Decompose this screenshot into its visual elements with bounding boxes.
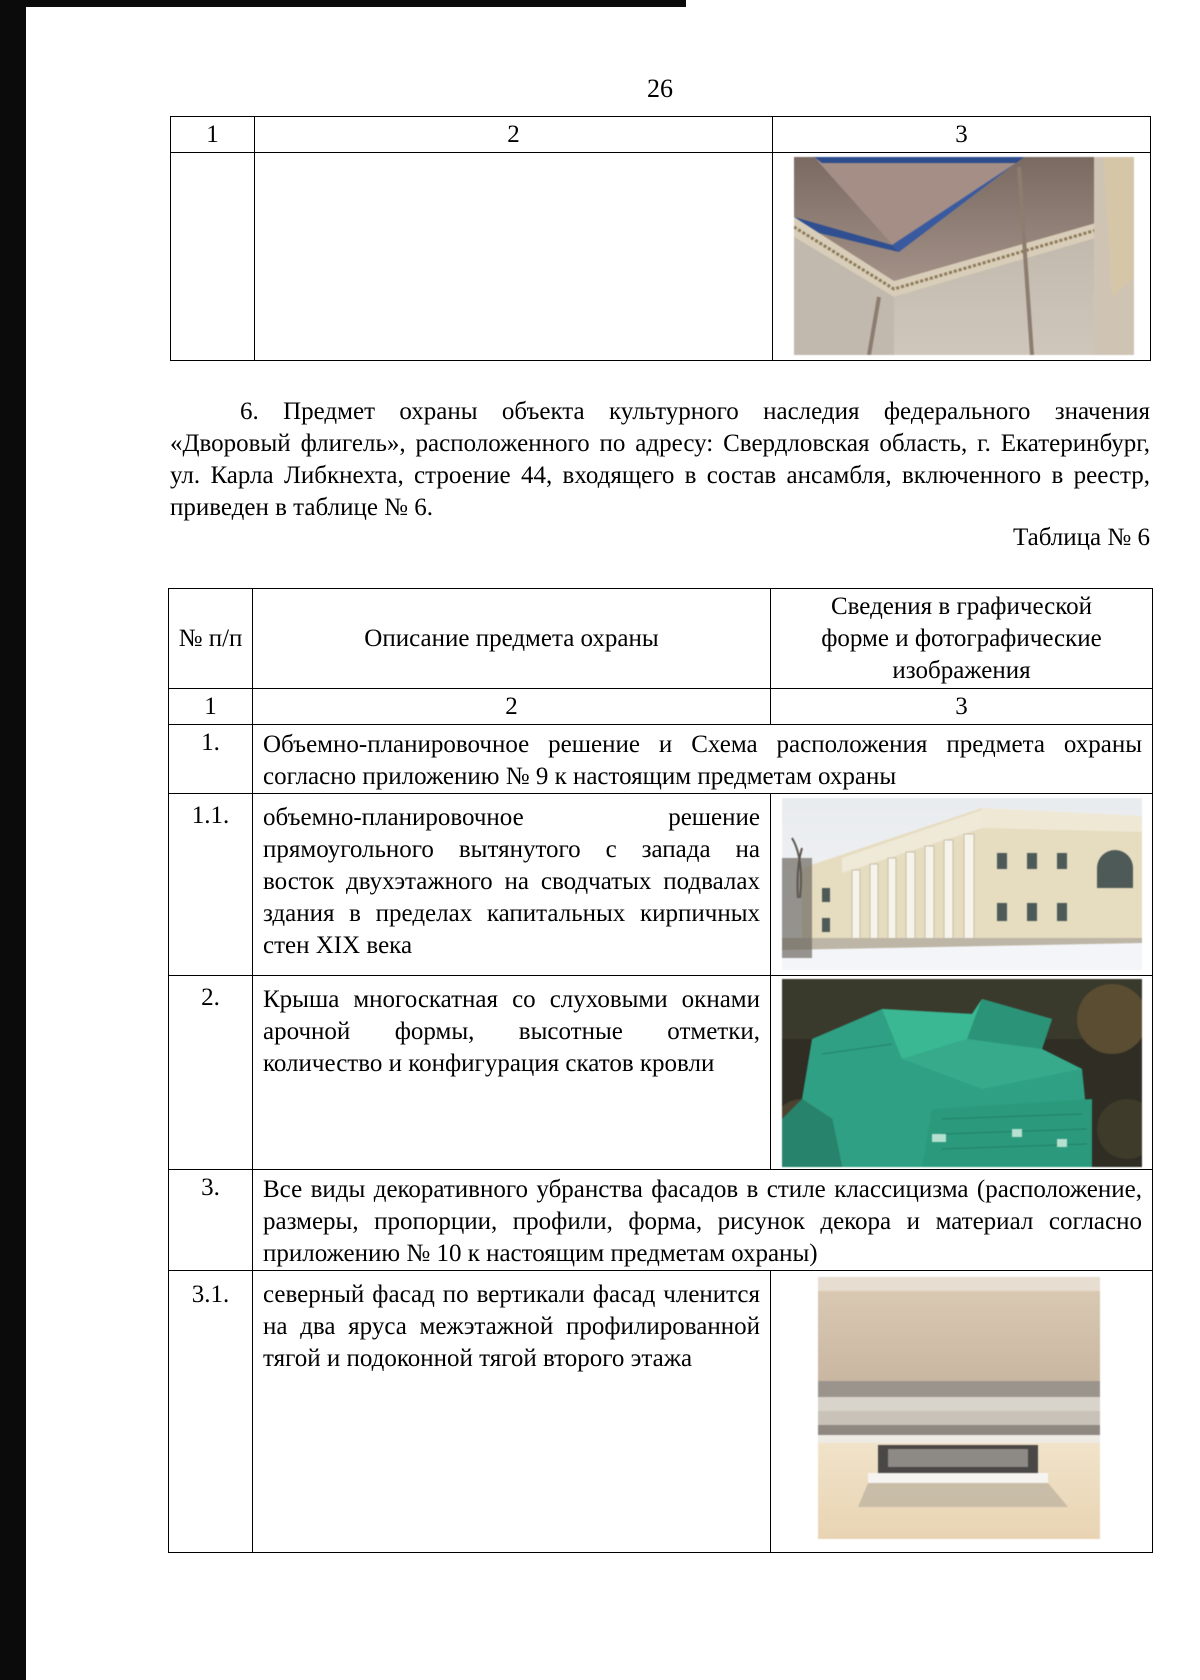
column-number-3: 3 bbox=[771, 689, 1153, 725]
building-photo-cell bbox=[771, 794, 1153, 976]
row-number: 3. bbox=[169, 1170, 253, 1271]
table-row bbox=[169, 725, 1153, 794]
table-label: Таблица № 6 bbox=[1012, 524, 1150, 551]
protection-table bbox=[168, 588, 1153, 1553]
roof-photo-cell bbox=[771, 976, 1153, 1170]
facade-photo-cell bbox=[771, 1271, 1153, 1553]
empty-cell bbox=[255, 153, 773, 361]
header-cell-2: 2 bbox=[255, 117, 773, 153]
column-number-2: 2 bbox=[253, 689, 771, 725]
row-description: Крыша многоскатная со слуховыми окнами арочной формы, высотные отметки, количество и конфигурация скатов кровли bbox=[253, 976, 771, 1170]
green-roof-aerial-photo bbox=[782, 979, 1142, 1167]
row-number: 3.1. bbox=[169, 1271, 253, 1553]
row-number: 2. bbox=[169, 976, 253, 1170]
page-number: 26 bbox=[647, 74, 673, 103]
ceiling-photo-cell bbox=[773, 153, 1151, 361]
header-cell-1: 1 bbox=[171, 117, 255, 153]
row-description: Все виды декоративного убранства фасадов в стиле классицизма (расположение, размеры, пропорции, профили, форма, рисунок декора и материал согласно приложению № 10 к настоящим предметам охраны) bbox=[253, 1170, 1153, 1271]
scan-edge-left bbox=[0, 0, 26, 1680]
paragraph-6: 6. Предмет охраны объекта культурного наследия федерального значения «Дворовый флигель», расположенного по адресу: Свердловская область, г. Екатеринбург, ул. Карла Либкнехта, строение 44, входящего в состав ансамбля, включенного в реестр, приведен в таблице № 6. bbox=[170, 398, 1150, 521]
table-row bbox=[169, 976, 1153, 1170]
table-row bbox=[169, 1170, 1153, 1271]
row-number: 1. bbox=[169, 725, 253, 794]
table-row bbox=[169, 1271, 1153, 1553]
row-description: Объемно-планировочное решение и Схема расположения предмета охраны согласно приложению № 9 к настоящим предметам охраны bbox=[253, 725, 1153, 794]
table-row bbox=[169, 794, 1153, 976]
scan-edge-top bbox=[26, 0, 686, 7]
header-cell-3: 3 bbox=[773, 117, 1151, 153]
continuation-table bbox=[170, 116, 1151, 361]
column-number-1: 1 bbox=[169, 689, 253, 725]
facade-cornice-photo bbox=[818, 1277, 1100, 1539]
colonnade-building-photo bbox=[782, 798, 1142, 970]
empty-cell bbox=[171, 153, 255, 361]
col-header-number: № п/п bbox=[169, 589, 253, 689]
col-header-graphics: Сведения в графической форме и фотографические изображения bbox=[771, 589, 1153, 689]
ceiling-cornice-photo bbox=[794, 157, 1134, 355]
col-header-description: Описание предмета охраны bbox=[253, 589, 771, 689]
row-description: северный фасад по вертикали фасад членится на два яруса межэтажной профилированной тягой и подоконной тягой второго этажа bbox=[253, 1271, 771, 1553]
row-description: объемно-планировочное решение прямоугольного вытянутого с запада на восток двухэтажного на сводчатых подвалах здания в пределах капитальных кирпичных стен XIX века bbox=[253, 794, 771, 976]
row-number: 1.1. bbox=[169, 794, 253, 976]
